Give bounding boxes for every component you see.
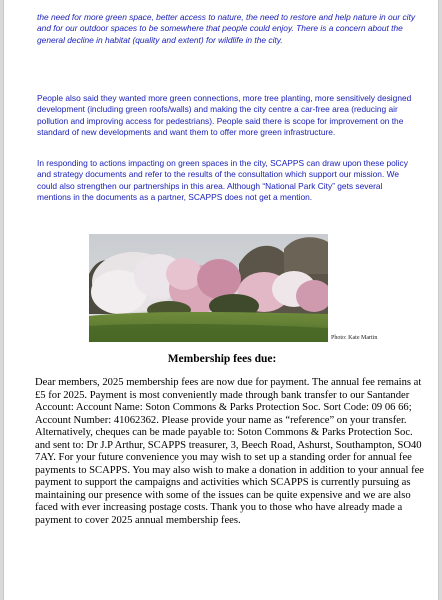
consultation-paragraph-1: the need for more green space, better access to nature, the need to restore and help nature in our city and for our outdoor spaces to be somewhere that people could enjoy. There is a concern about the general decline in habitat (quality and extent) for wildlife in the city. <box>37 12 416 45</box>
photo-credit: Photo: Kate Martin <box>331 335 378 341</box>
membership-body: Dear members, 2025 membership fees are now due for payment. The annual fee remains at £5 for 2025. Payment is most conveniently made through bank transfer to our Santander Account: Account Name: Soton Commons & Parks Protection Soc. Sort Code: 09 06 66; Account Number: 41062362. Please provide your name as “reference” on your transfer. Alternatively, cheques can be made payable to: Soton Commons & Parks Protection Soc. and sent to: Dr J.P Arthur, SCAPPS treasurer, 3, Beech Road, Ashurst, Southampton, SO40 7AY. For your future convenience you may wish to set up a standing order for annual fee payments to SCAPPS. You may also wish to make a donation in addition to your annual fee payment to support the campaigns and activities which SCAPPS is currently pursuing as maintaining our presence with some of the issues can be quite expensive and we are also faced with ever increasing postage costs. Thank you to those who have already made a payment to cover 2025 annual membership fees. <box>35 377 424 526</box>
park-photo <box>89 234 328 342</box>
newsletter-page <box>3 0 439 600</box>
blossom-trees-image <box>89 234 328 342</box>
membership-heading: Membership fees due: <box>167 353 277 365</box>
consultation-paragraph-3: In responding to actions impacting on green spaces in the city, SCAPPS can draw upon these policy and strategy documents and refer to the results of the consultation which support our mission. We could also strengthen our partnerships in this area. Although “National Park City” gets several mentions in the documents as a partner, SCAPPS does not get a mention. <box>37 158 408 203</box>
consultation-paragraph-2: People also said they wanted more green connections, more tree planting, more sensitively designed development (including green roofs/walls) and making the city centre a car-free area (reducing air pollution and improving access for pedestrians). People said there is scope for improvement on the standard of new developments and want them to offer more green infrastructure. <box>37 93 412 138</box>
